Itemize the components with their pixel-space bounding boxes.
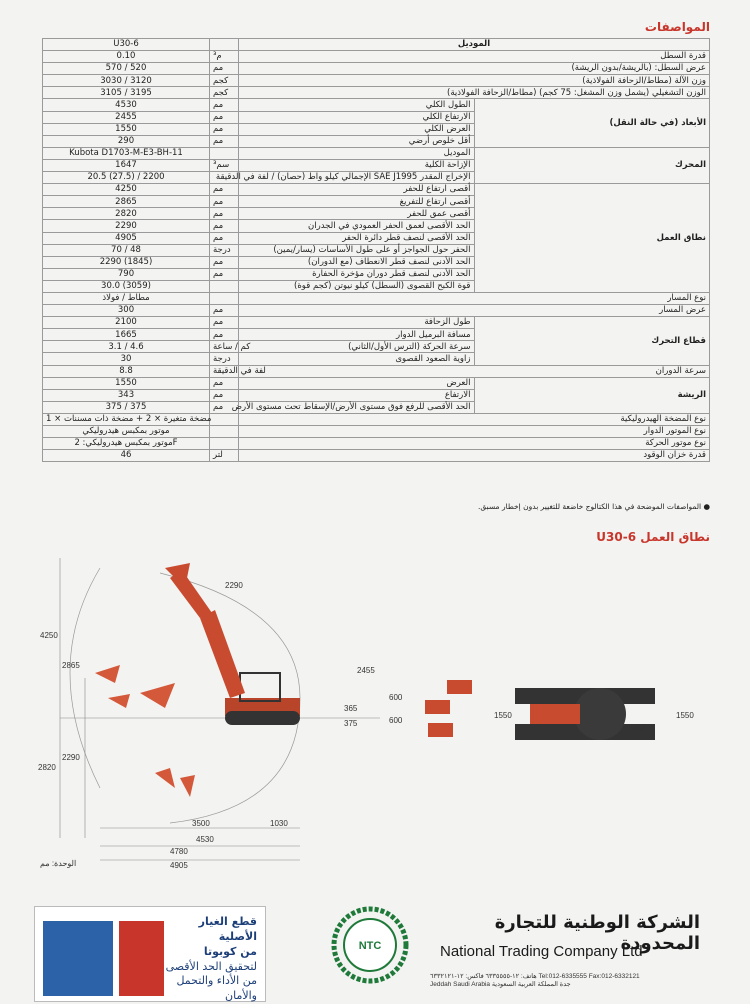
dim-2290-depth: 2290 <box>62 753 80 762</box>
spec-unit: مم <box>210 256 239 268</box>
spec-row <box>43 413 710 425</box>
spec-row <box>43 63 710 75</box>
spec-category: الريشة <box>474 377 710 413</box>
company-name-en: National Trading Company Ltd <box>440 943 643 960</box>
spec-value: 570 / 520 <box>43 63 210 75</box>
company-phone: هاتف: ١٢-٦٣٣٥٥٥٥ فاكس: ١٢-٦٣٣٢١٢١ Tel:012-6335555 Fax:012-6332121 <box>430 973 640 980</box>
spec-row <box>43 377 710 389</box>
spec-row <box>43 305 710 317</box>
spec-value: موتور بمكبس هيدروليكي: 2F <box>43 438 210 450</box>
spec-row <box>43 87 710 99</box>
spec-label: نوع المضخة الهيدروليكية <box>239 413 710 425</box>
model-label: الموديل <box>239 39 710 51</box>
spec-unit <box>210 280 239 292</box>
spec-label: أقصى ارتفاع للتفريغ <box>239 196 475 208</box>
spec-label: الحد الأقصى لنصف قطر دائرة الحفر <box>239 232 475 244</box>
dim-2820: 2820 <box>38 763 56 772</box>
dim-600-b: 600 <box>389 716 403 725</box>
dim-4250: 4250 <box>40 631 58 640</box>
spec-unit: مم <box>210 232 239 244</box>
range-title: نطاق العمل U30-6 <box>596 530 710 544</box>
parts-line-1: قطع الغيار الأصلية <box>198 915 257 943</box>
spec-unit: مم <box>210 135 239 147</box>
spec-unit: م³ <box>210 51 239 63</box>
spec-row <box>43 426 710 438</box>
spec-row <box>43 450 710 462</box>
spec-label: زاوية الصعود القصوى <box>239 353 475 365</box>
dim-4780: 4780 <box>170 847 188 856</box>
spec-value: 3105 / 3195 <box>43 87 210 99</box>
spec-unit: مم <box>210 317 239 329</box>
spec-label: الحد الأدنى لنصف قطر الانعطاف (مع الدوران) <box>239 256 475 268</box>
spec-label: قوة الكبح القصوى (السطل) كيلو نيوتن (كجم قوة) <box>239 280 475 292</box>
spec-unit: كجم <box>210 87 239 99</box>
parts-line-2: من كوبوتا <box>203 944 257 958</box>
unit-label: الوحدة: مم <box>40 859 77 868</box>
spec-value: موتور بمكبس هيدروليكي <box>43 426 210 438</box>
spec-row <box>43 75 710 87</box>
spec-row <box>43 292 710 304</box>
spec-label: قدرة خزان الوقود <box>239 450 710 462</box>
spec-unit: درجة <box>210 244 239 256</box>
spec-row <box>43 184 710 196</box>
spec-unit: مم <box>210 111 239 123</box>
spec-unit: لفة في الدقيقة <box>210 365 239 377</box>
spec-title: المواصفات <box>644 20 710 34</box>
spec-value: 8.8 <box>43 365 210 377</box>
spec-label: العرض الكلي <box>239 123 475 135</box>
spec-label: الحفر حول الجواجز أو على طول الأساسات (يسار/يمين) <box>239 244 475 256</box>
spec-unit: مم <box>210 401 239 413</box>
spec-label: نوع موتور الحركة <box>239 438 710 450</box>
spec-category: نطاق العمل <box>474 184 710 293</box>
spec-label: طول الزحافة <box>239 317 475 329</box>
spec-label: الإخراج المقدر SAE J1995 الإجمالي كيلو واط (حصان) / لفة في الدقيقة <box>239 172 475 184</box>
spec-unit: سم³ <box>210 159 239 171</box>
ntc-logo <box>330 905 410 985</box>
spec-unit: مم <box>210 208 239 220</box>
spec-unit: لتر <box>210 450 239 462</box>
parts-line-5: والأمان <box>225 989 257 1003</box>
spec-value: 290 <box>43 135 210 147</box>
dim-2455: 2455 <box>357 666 375 675</box>
spec-label: سرعة الدوران <box>239 365 710 377</box>
spec-value: 375 / 375 <box>43 401 210 413</box>
spec-value: 2290 (1845) <box>43 256 210 268</box>
spec-unit: درجة <box>210 353 239 365</box>
spec-value: 70 / 48 <box>43 244 210 256</box>
dim-375: 375 <box>344 719 358 728</box>
model-row <box>43 39 710 51</box>
spec-row <box>43 438 710 450</box>
spec-unit <box>210 426 239 438</box>
dim-2290-top: 2290 <box>225 581 243 590</box>
spec-label: أقل خلوص أرضي <box>239 135 475 147</box>
spec-label: عرض المسار <box>239 305 710 317</box>
spec-value: 1550 <box>43 123 210 135</box>
spec-unit: مم <box>210 123 239 135</box>
spec-unit <box>210 413 239 425</box>
spec-label: الحد الأقصى لعمق الحفر العمودي في الجدران <box>239 220 475 232</box>
spec-label: أقصى ارتفاع للحفر <box>239 184 475 196</box>
working-range-diagram <box>0 548 750 878</box>
spec-row <box>43 147 710 159</box>
spec-value: 300 <box>43 305 210 317</box>
spec-unit: كم / ساعة <box>210 341 239 353</box>
spec-label: قدرة السطل <box>239 51 710 63</box>
spec-unit: مم <box>210 196 239 208</box>
spec-value: مطاط / فولاذ <box>43 292 210 304</box>
spec-unit: مم <box>210 389 239 401</box>
spec-value: 2820 <box>43 208 210 220</box>
company-city: Jeddah Saudi Arabia جدة المملكة العربية السعودية <box>430 981 571 988</box>
spec-row <box>43 51 710 63</box>
spec-unit: مم <box>210 329 239 341</box>
spec-label: الطول الكلي <box>239 99 475 111</box>
spec-unit <box>210 438 239 450</box>
spec-value: 30.0 (3059) <box>43 280 210 292</box>
spec-category: الأبعاد (في حالة النقل) <box>474 99 710 147</box>
spec-unit: مم <box>210 377 239 389</box>
dim-600-a: 600 <box>389 693 403 702</box>
spec-value: 1550 <box>43 377 210 389</box>
bucket-positions <box>95 665 195 797</box>
spec-value: 1647 <box>43 159 210 171</box>
company-name-ar: الشركة الوطنية للتجارة المحدودة <box>494 912 700 954</box>
spec-value: 790 <box>43 268 210 280</box>
spec-category: قطاع التحرك <box>474 317 710 365</box>
dim-1550-left: 1550 <box>494 711 512 720</box>
spec-label: نوع المسار <box>239 292 710 304</box>
spec-label: الحد الأدنى لنصف قطر دوران مؤخرة الحفارة <box>239 268 475 280</box>
spec-label: الارتفاع <box>239 389 475 401</box>
blade-top-views <box>425 680 472 737</box>
spec-label: الحد الأقصى للرفع فوق مستوى الأرض/الإسقاط تحت مستوى الأرض <box>239 401 475 413</box>
spec-label: سرعة الحركة (الترس الأول/الثاني) <box>239 341 475 353</box>
spec-label: الوزن التشغيلي (يشمل وزن المشغل: 75 كجم) (مطاط/الزحافة الفولاذية) <box>239 87 710 99</box>
spec-value: 3.1 / 4.6 <box>43 341 210 353</box>
spec-label: عرض السطل: (بالريشة/بدون الريشة) <box>239 63 710 75</box>
spec-label: أقصى عمق للحفر <box>239 208 475 220</box>
spec-unit: مم <box>210 220 239 232</box>
spec-unit: مم <box>210 63 239 75</box>
model-value: U30-6 <box>43 39 210 51</box>
spec-value: 343 <box>43 389 210 401</box>
dim-365: 365 <box>344 704 358 713</box>
spec-table <box>42 38 710 462</box>
spec-row <box>43 317 710 329</box>
spec-value: مضخة متغيرة × 2 + مضخة ذات مسننات × 1 <box>43 413 210 425</box>
spec-row <box>43 99 710 111</box>
dim-2865: 2865 <box>62 661 80 670</box>
parts-ad <box>34 906 266 1002</box>
spec-label: الموديل <box>239 147 475 159</box>
spec-value: 4530 <box>43 99 210 111</box>
spec-value: 46 <box>43 450 210 462</box>
spec-value: 3030 / 3120 <box>43 75 210 87</box>
parts-line-3: لتحقيق الحد الأقصى <box>165 959 257 973</box>
spec-value: 20.5 (27.5) / 2200 <box>43 172 210 184</box>
spec-unit <box>210 147 239 159</box>
spec-value: 2100 <box>43 317 210 329</box>
spec-unit: مم <box>210 184 239 196</box>
spec-value: 4250 <box>43 184 210 196</box>
spec-label: مسافة البرميل الدوار <box>239 329 475 341</box>
parts-image <box>43 921 113 996</box>
spec-unit <box>210 292 239 304</box>
spec-label: الإزاحة الكلية <box>239 159 475 171</box>
dim-1030: 1030 <box>270 819 288 828</box>
spec-unit: مم <box>210 305 239 317</box>
spec-label: الارتفاع الكلي <box>239 111 475 123</box>
spec-value: 4905 <box>43 232 210 244</box>
spec-label: العرض <box>239 377 475 389</box>
parts-line-4: من الأداء والتحمل <box>176 974 257 988</box>
dim-3500: 3500 <box>192 819 210 828</box>
spec-unit: مم <box>210 99 239 111</box>
spec-row <box>43 365 710 377</box>
spec-category: المحرك <box>474 147 710 183</box>
spec-label: نوع الموتور الدوار <box>239 426 710 438</box>
spec-value: Kubota D1703-M-E3-BH-11 <box>43 147 210 159</box>
spec-value: 2865 <box>43 196 210 208</box>
spec-value: 0.10 <box>43 51 210 63</box>
spec-note: ● المواصفات الموضحة في هذا الكتالوج خاضعة للتغيير بدون إخطار مسبق. <box>477 502 710 511</box>
dim-1550-right: 1550 <box>676 711 694 720</box>
spec-value: 1665 <box>43 329 210 341</box>
spec-label: وزن الآلة (مطاط/الزحافة الفولاذية) <box>239 75 710 87</box>
spec-value: 2455 <box>43 111 210 123</box>
spec-unit: كجم <box>210 75 239 87</box>
dim-4530: 4530 <box>196 835 214 844</box>
spec-value: 30 <box>43 353 210 365</box>
spec-value: 2290 <box>43 220 210 232</box>
logo-text: NTC <box>358 940 382 952</box>
dim-4905: 4905 <box>170 861 188 870</box>
spec-unit: مم <box>210 268 239 280</box>
dim-790: 790 <box>632 724 646 733</box>
